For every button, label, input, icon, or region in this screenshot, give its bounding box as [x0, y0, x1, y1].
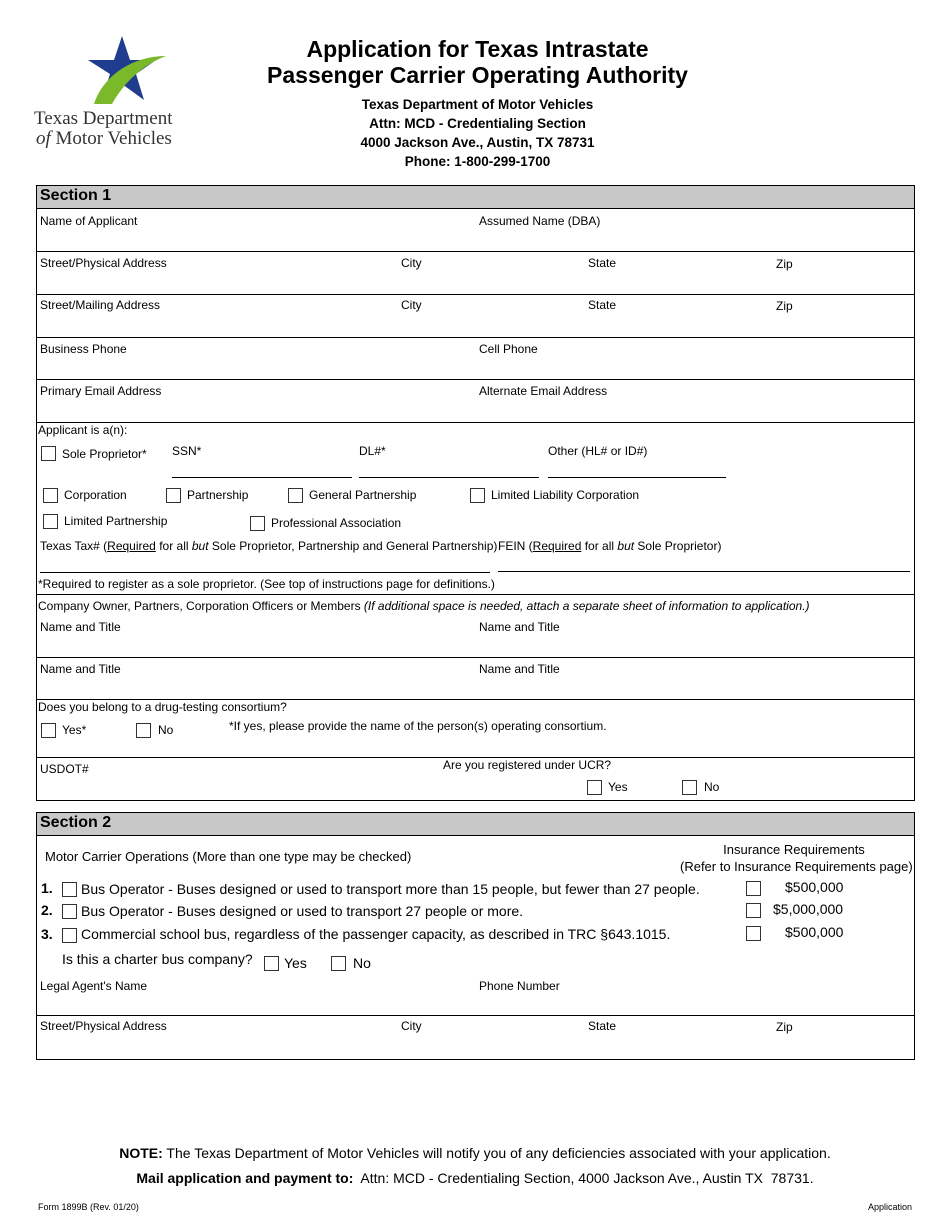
- insurance-2-amount: $5,000,000: [773, 901, 844, 917]
- insurance-3-checkbox[interactable]: [746, 926, 761, 941]
- other-id-label: Other (HL# or ID#): [548, 444, 648, 458]
- agency-logo: [34, 34, 196, 152]
- zip-field[interactable]: [776, 271, 906, 291]
- operation-3-text: Commercial school bus, regardless of the passenger capacity, as described in TRC §643.1015.: [81, 926, 671, 942]
- agent-street-field[interactable]: [40, 1035, 390, 1055]
- section2-header: Section 2: [36, 812, 915, 836]
- operation-1-number: 1.: [41, 880, 53, 896]
- general-partnership-label: General Partnership: [309, 488, 417, 502]
- section2-left-border: [36, 836, 37, 1060]
- alternate-email-label: Alternate Email Address: [479, 384, 608, 398]
- ssn-field[interactable]: [172, 457, 352, 477]
- street-mailing-label: Street/Mailing Address: [40, 298, 161, 312]
- corporation-checkbox[interactable]: [43, 488, 58, 503]
- city-label: City: [401, 256, 422, 270]
- charter-no-checkbox[interactable]: [331, 956, 346, 971]
- deficiency-note: [0, 1145, 950, 1161]
- owner3-name-title-label: Name and Title: [40, 662, 121, 676]
- mailing-state-label: State: [588, 298, 617, 312]
- cell-phone-label: Cell Phone: [479, 342, 538, 356]
- required-note: *Required to register as a sole proprietor. (See top of instructions page for definitions.): [38, 577, 495, 591]
- agent-city-field[interactable]: [401, 1035, 581, 1055]
- zip-label: Zip: [776, 257, 793, 271]
- street-mailing-field[interactable]: [40, 313, 390, 333]
- divider: [36, 594, 915, 595]
- section1-right-border: [914, 209, 915, 801]
- texas-tax-field[interactable]: [40, 552, 490, 572]
- applicant-is-label: Applicant is a(n):: [38, 423, 128, 437]
- form-title-line2: Passenger Carrier Operating Authority: [267, 62, 688, 88]
- dl-label: DL#*: [359, 444, 386, 458]
- drug-consortium-no-label: No: [158, 723, 174, 737]
- llc-label: Limited Liability Corporation: [491, 488, 640, 502]
- usdot-label: USDOT#: [40, 762, 89, 776]
- fein-text-a: FEIN (: [498, 539, 533, 553]
- state-label: State: [588, 256, 617, 270]
- star-swoosh-icon: [74, 34, 174, 109]
- llc-checkbox[interactable]: [470, 488, 485, 503]
- consortium-operator-field[interactable]: [229, 734, 909, 754]
- insurance-1-checkbox[interactable]: [746, 881, 761, 896]
- name-of-applicant-label: Name of Applicant: [40, 214, 138, 228]
- fein-field[interactable]: [498, 551, 910, 571]
- note-text: The Texas Department of Motor Vehicles will notify you of any deficiencies associated with your application.: [162, 1145, 831, 1161]
- legal-agent-field[interactable]: [40, 993, 470, 1013]
- mailing-city-field[interactable]: [401, 313, 581, 333]
- fein-text-b: for all: [581, 539, 618, 553]
- operation-1-checkbox[interactable]: [62, 882, 77, 897]
- professional-association-label: Professional Association: [271, 516, 402, 530]
- sole-proprietor-checkbox[interactable]: [41, 446, 56, 461]
- insurance-1-amount: $500,000: [785, 879, 844, 895]
- section1-header: Section 1: [36, 185, 915, 209]
- divider: [36, 657, 915, 658]
- texas-tax-required: Required: [107, 539, 156, 553]
- drug-consortium-no-checkbox[interactable]: [136, 723, 151, 738]
- mail-label: Mail application and payment to:: [136, 1170, 354, 1186]
- charter-yes-checkbox[interactable]: [264, 956, 279, 971]
- texas-tax-label: [40, 539, 497, 553]
- assumed-name-label: Assumed Name (DBA): [479, 214, 601, 228]
- agent-state-field[interactable]: [588, 1035, 768, 1055]
- limited-partnership-checkbox[interactable]: [43, 514, 58, 529]
- ucr-no-checkbox[interactable]: [682, 780, 697, 795]
- owner1-name-title-label: Name and Title: [40, 620, 121, 634]
- section2-bottom-border: [36, 1059, 915, 1060]
- state-field[interactable]: [588, 271, 768, 291]
- agency-attn: Attn: MCD - Credentialing Section: [369, 116, 586, 131]
- drug-consortium-question: Does you belong to a drug-testing consortium?: [38, 700, 287, 714]
- page-label: Application: [867, 1202, 912, 1212]
- insurance-reference: (Refer to Insurance Requirements page): [680, 859, 913, 874]
- section1-left-border: [36, 209, 37, 801]
- owner4-name-title-label: Name and Title: [479, 662, 560, 676]
- professional-association-checkbox[interactable]: [250, 516, 265, 531]
- business-phone-field[interactable]: [40, 357, 470, 377]
- owners-heading: [38, 599, 810, 613]
- cell-phone-field[interactable]: [479, 357, 909, 377]
- agent-zip-field[interactable]: [776, 1035, 906, 1055]
- drug-consortium-note: *If yes, please provide the name of the person(s) operating consortium.: [229, 719, 607, 733]
- form-number: Form 1899B (Rev. 01/20): [38, 1202, 139, 1212]
- texas-tax-text-c: Sole Proprietor, Partnership and General Partnership): [208, 539, 498, 553]
- assumed-name-field[interactable]: [479, 229, 909, 249]
- operation-1-text: Bus Operator - Buses designed or used to transport more than 15 people, but fewer than 27 people.: [81, 881, 700, 897]
- agency-name: Texas Department of Motor Vehicles: [361, 97, 594, 112]
- owner3-name-title-field[interactable]: [40, 676, 470, 696]
- owners-text-a: Company Owner, Partners, Corporation Officers or Members: [38, 599, 364, 613]
- ssn-underline: [172, 477, 352, 478]
- divider: [36, 422, 915, 423]
- fein-underline: [498, 571, 910, 572]
- primary-email-field[interactable]: [40, 399, 470, 419]
- agent-phone-label: Phone Number: [479, 979, 560, 993]
- operations-heading: Motor Carrier Operations (More than one type may be checked): [45, 849, 412, 864]
- operation-2-checkbox[interactable]: [62, 904, 77, 919]
- mailing-city-label: City: [401, 298, 422, 312]
- logo-text-of: of: [36, 128, 51, 149]
- owners-text-b: (If additional space is needed, attach a separate sheet of information to application.): [363, 599, 810, 613]
- agent-zip-label: Zip: [776, 1020, 793, 1034]
- charter-no-label: No: [353, 955, 371, 971]
- ucr-yes-checkbox[interactable]: [587, 780, 602, 795]
- mailing-zip-field[interactable]: [776, 313, 906, 333]
- logo-text-line2: Motor Vehicles: [55, 128, 172, 149]
- logo-text-line2-wrap: [36, 128, 172, 150]
- operation-2-number: 2.: [41, 902, 53, 918]
- charter-yes-label: Yes: [284, 955, 307, 971]
- mailing-zip-label: Zip: [776, 299, 793, 313]
- agent-phone-field[interactable]: [479, 993, 909, 1013]
- insurance-title: Insurance Requirements: [723, 842, 865, 857]
- drug-consortium-yes-label: Yes*: [62, 723, 87, 737]
- divider: [36, 294, 915, 295]
- street-physical-field[interactable]: [40, 271, 390, 291]
- mail-instructions: [0, 1170, 950, 1186]
- corporation-label: Corporation: [64, 488, 127, 502]
- legal-agent-label: Legal Agent's Name: [40, 979, 148, 993]
- partnership-checkbox[interactable]: [166, 488, 181, 503]
- insurance-3-amount: $500,000: [785, 924, 844, 940]
- agent-state-label: State: [588, 1019, 617, 1033]
- section2-right-border: [914, 836, 915, 1060]
- insurance-2-checkbox[interactable]: [746, 903, 761, 918]
- drug-consortium-yes-checkbox[interactable]: [41, 723, 56, 738]
- ssn-label: SSN*: [172, 444, 202, 458]
- operation-3-checkbox[interactable]: [62, 928, 77, 943]
- texas-tax-text-a: Texas Tax# (: [40, 539, 108, 553]
- charter-question: Is this a charter bus company?: [62, 951, 253, 967]
- operation-2-text: Bus Operator - Buses designed or used to transport 27 people or more.: [81, 903, 524, 919]
- agency-address: 4000 Jackson Ave., Austin, TX 78731: [360, 135, 595, 150]
- city-field[interactable]: [401, 271, 581, 291]
- ucr-yes-label: Yes: [608, 780, 628, 794]
- agent-street-label: Street/Physical Address: [40, 1019, 167, 1033]
- agency-phone: Phone: 1-800-299-1700: [404, 154, 551, 169]
- general-partnership-checkbox[interactable]: [288, 488, 303, 503]
- divider: [36, 251, 915, 252]
- primary-email-label: Primary Email Address: [40, 384, 162, 398]
- form-title-line1: Application for Texas Intrastate: [306, 36, 649, 62]
- note-label: NOTE:: [119, 1145, 163, 1161]
- ucr-no-label: No: [704, 780, 720, 794]
- owner1-name-title-field[interactable]: [40, 634, 470, 654]
- logo-text-line1: Texas Department: [34, 108, 173, 129]
- owner4-name-title-field[interactable]: [479, 676, 909, 696]
- texas-tax-but: but: [191, 539, 209, 553]
- mailing-state-field[interactable]: [588, 313, 768, 333]
- alternate-email-field[interactable]: [479, 399, 909, 419]
- name-of-applicant-field[interactable]: [40, 229, 470, 249]
- fein-text-c: Sole Proprietor): [634, 539, 722, 553]
- other-id-field[interactable]: [548, 457, 726, 477]
- mail-text: Attn: MCD - Credentialing Section, 4000 Jackson Ave., Austin TX 78731.: [353, 1170, 814, 1186]
- business-phone-label: Business Phone: [40, 342, 127, 356]
- partnership-label: Partnership: [187, 488, 249, 502]
- limited-partnership-label: Limited Partnership: [64, 514, 168, 528]
- divider: [36, 379, 915, 380]
- section1-bottom-border: [36, 800, 915, 801]
- fein-required: Required: [532, 539, 582, 553]
- texas-tax-underline: [40, 572, 490, 573]
- owner2-name-title-label: Name and Title: [479, 620, 560, 634]
- sole-proprietor-label: Sole Proprietor*: [62, 447, 147, 461]
- divider: [36, 1015, 915, 1016]
- street-physical-label: Street/Physical Address: [40, 256, 167, 270]
- agent-city-label: City: [401, 1019, 422, 1033]
- fein-but: but: [617, 539, 635, 553]
- texas-tax-text-b: for all: [155, 539, 192, 553]
- other-id-underline: [548, 477, 726, 478]
- operation-3-number: 3.: [41, 926, 53, 942]
- dl-underline: [359, 477, 539, 478]
- usdot-field[interactable]: [40, 777, 420, 797]
- divider: [36, 337, 915, 338]
- ucr-question: Are you registered under UCR?: [443, 758, 612, 772]
- dl-field[interactable]: [359, 457, 539, 477]
- owner2-name-title-field[interactable]: [479, 634, 909, 654]
